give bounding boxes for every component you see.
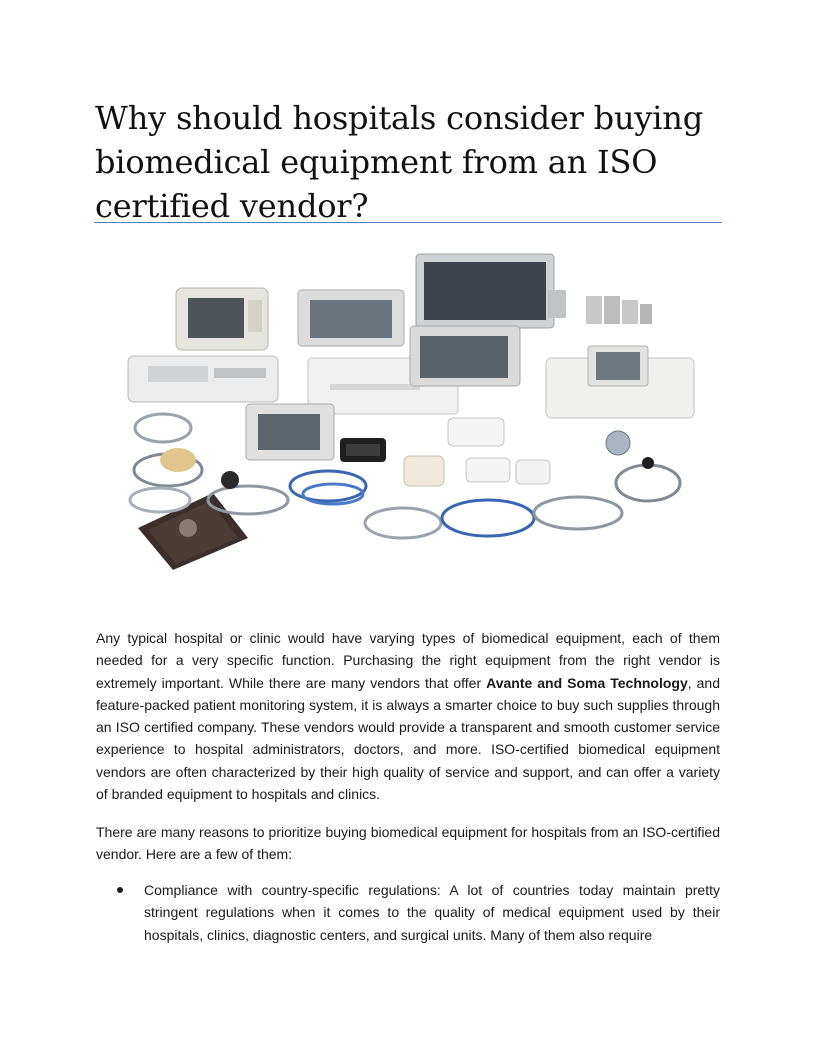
monitor-small-icon: [246, 404, 334, 460]
list-item-text: Compliance with country-specific regulations: A lot of countries today maintain pretty stringent regulations when it comes to the quality of medical equipment used by their hospitals, clinics, diagnostic centers, and surgical units. Many of them also require: [144, 882, 720, 943]
intro-paragraph: [96, 627, 720, 805]
module-rack-icon: [586, 296, 652, 324]
intro-text-end: , and feature-packed patient monitoring system, it is always a smarter choice to buy such supplies through an ISO certified company. These vendors would provide a transparent and smooth customer service experience to hospital administrators, doctors, and more. ISO-certified biomedical equipment vendors are often characterized by their high quality of service and support, and can offer a variety of branded equipment to hospitals and clinics.: [96, 674, 720, 803]
monitor-small-icon: [176, 288, 268, 350]
title-underline: [94, 222, 722, 223]
large-monitor-icon: [416, 254, 566, 328]
ecg-device-icon: [546, 346, 694, 418]
sensor-icon: [606, 431, 630, 455]
bullet-icon: [117, 887, 123, 893]
bp-cuff-icon: [138, 493, 248, 570]
vendor-name-bold: Avante and Soma Technology: [486, 674, 688, 691]
equipment-photo: [118, 248, 698, 574]
module-icon: [448, 418, 504, 446]
monitor-icon: [410, 326, 520, 386]
printer-icon: [128, 356, 278, 402]
page-title: Why should hospitals consider buying biomedical equipment from an ISO certified vendor?: [95, 99, 703, 225]
reasons-list: [96, 879, 720, 946]
list-item: [96, 879, 720, 946]
intro-text-start: Any typical hospital or clinic would have varying types of biomedical equipment, each of them needed for a very specific function. Purchasing the right equipment from the right vendor is extremely important. While there are many vendors that offer: [96, 630, 720, 691]
reasons-paragraph: There are many reasons to prioritize buying biomedical equipment for hospitals from an ISO-certified vendor. Here are a few of them:: [96, 824, 720, 863]
monitor-icon: [298, 290, 404, 346]
